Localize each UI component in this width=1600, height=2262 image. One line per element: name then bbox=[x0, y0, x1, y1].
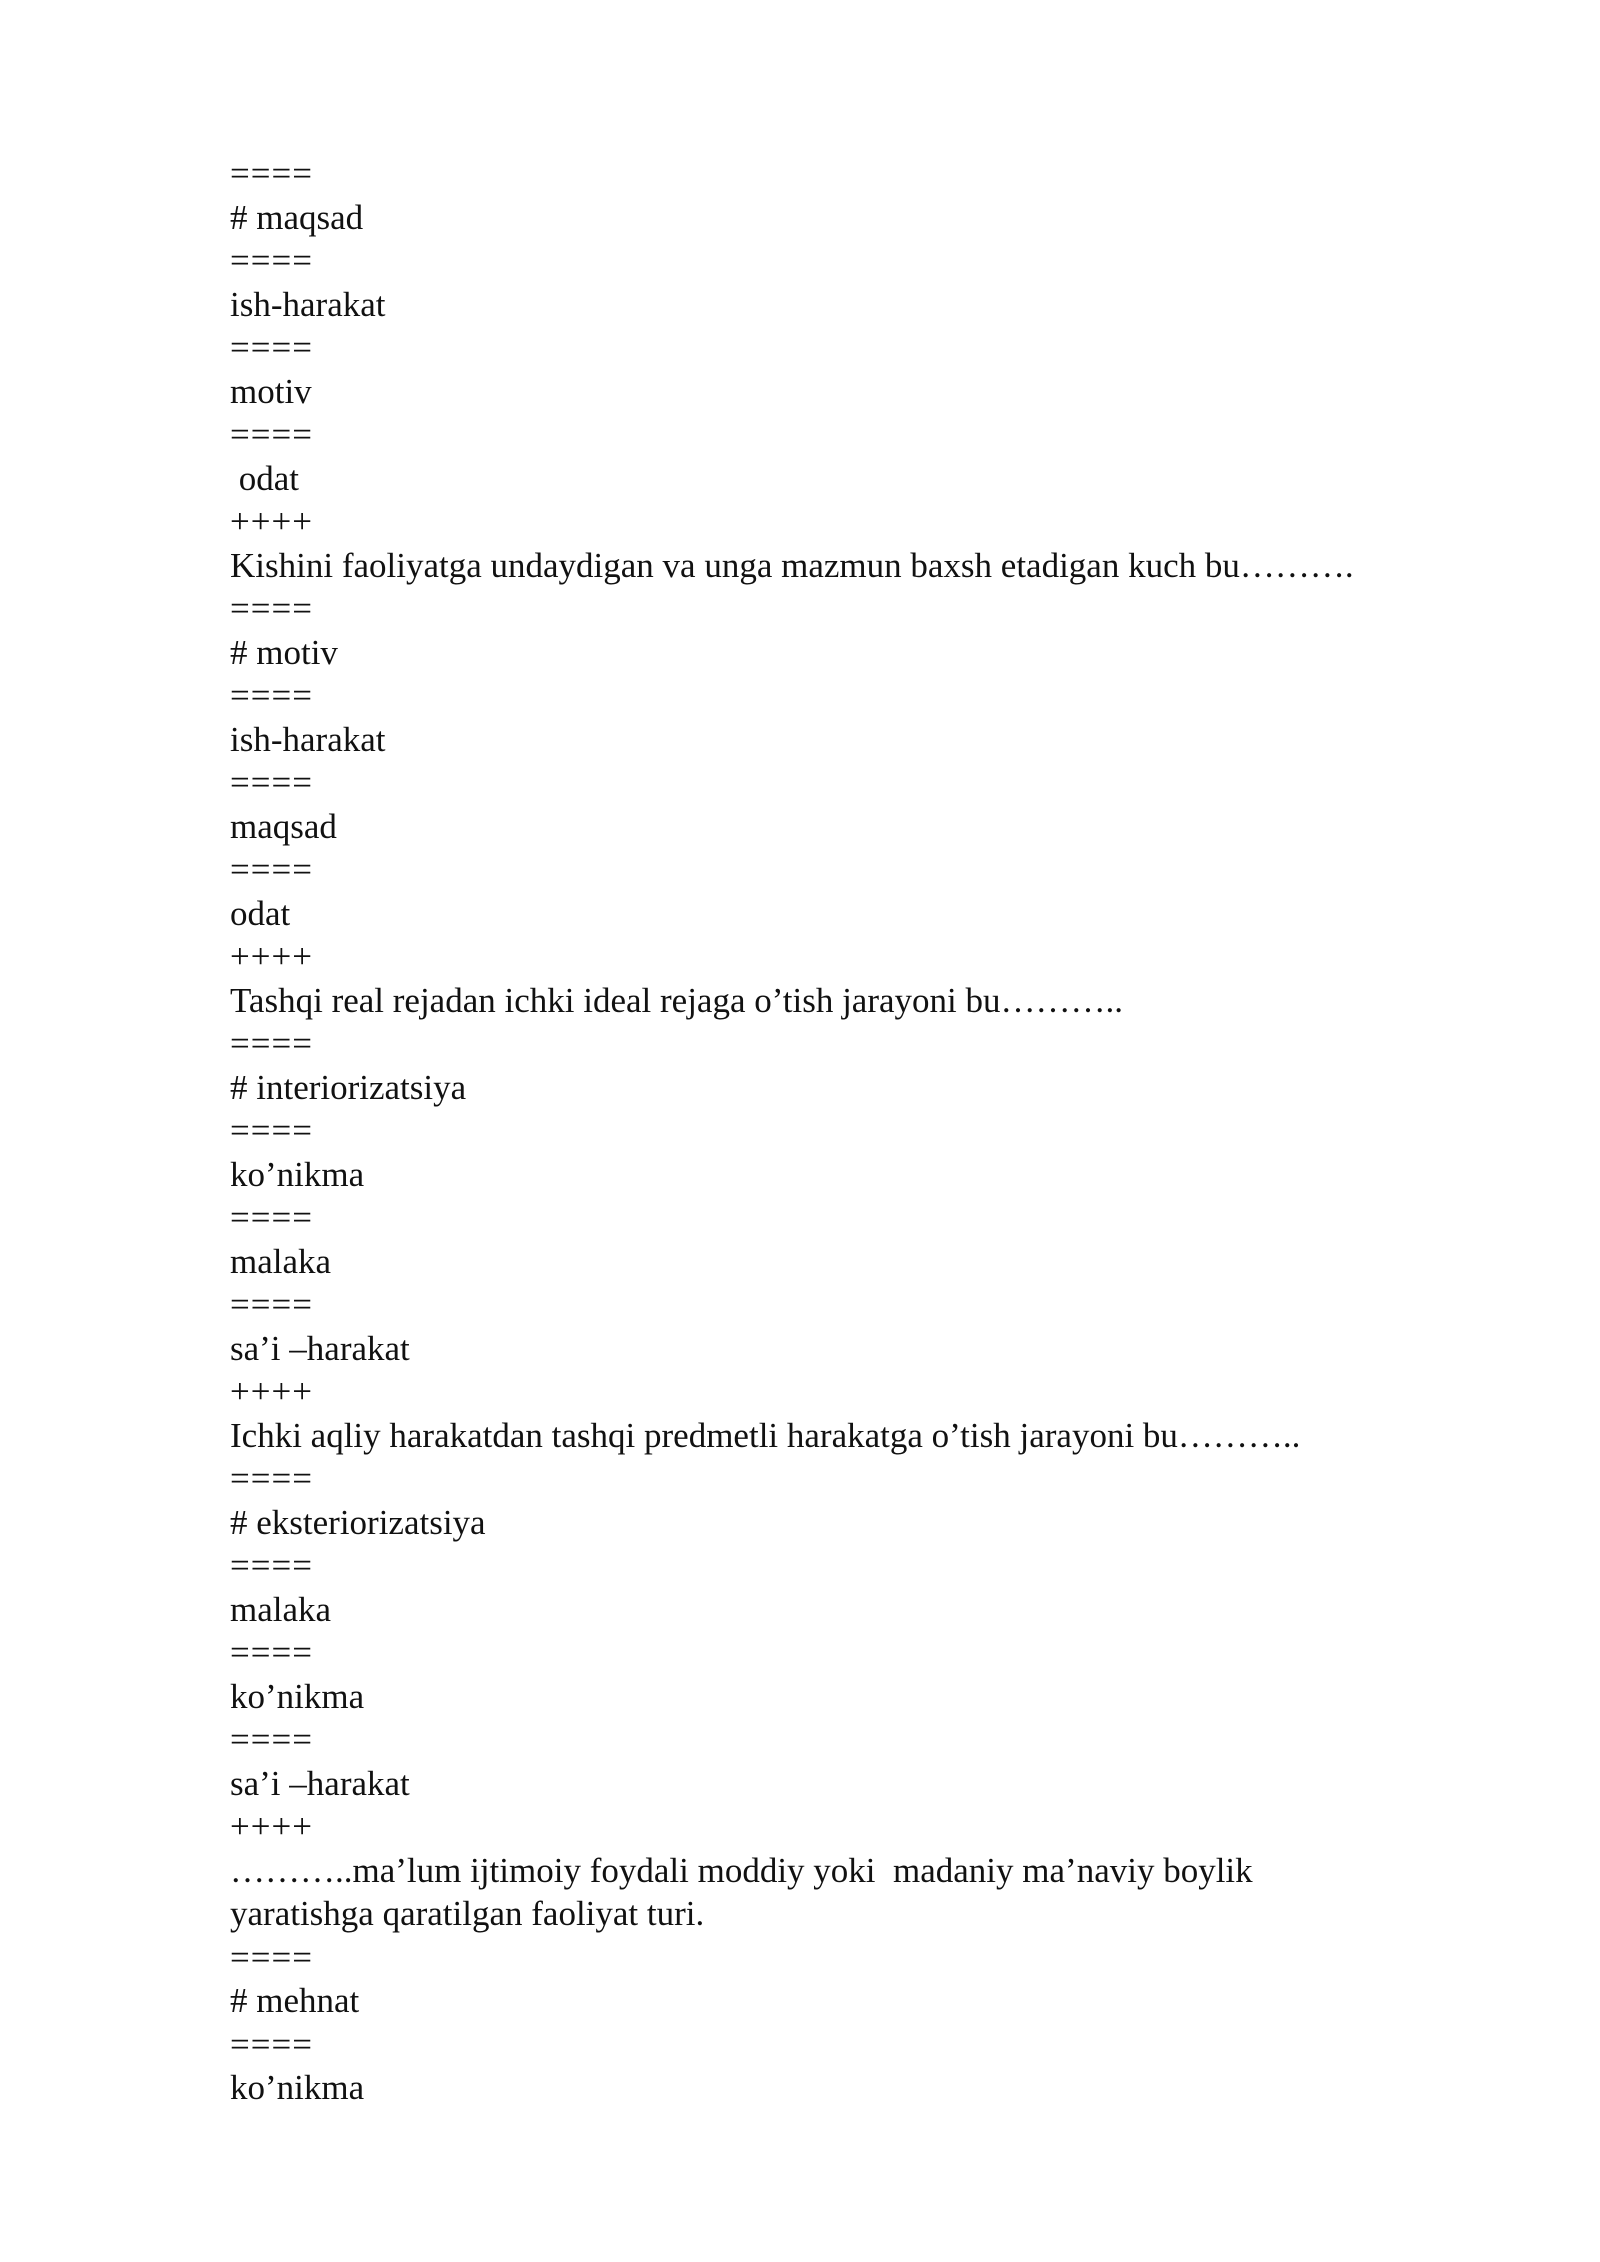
separator-line: ==== bbox=[230, 850, 313, 889]
separator-line: ==== bbox=[230, 589, 313, 628]
separator-line: ==== bbox=[230, 328, 313, 367]
answer-option-line: ko’nikma bbox=[230, 1154, 365, 1194]
separator-line: ==== bbox=[230, 1198, 313, 1237]
answer-option-line: maqsad bbox=[230, 806, 337, 846]
correct-answer-line: # motiv bbox=[230, 632, 338, 672]
answer-option-line: ish-harakat bbox=[230, 719, 386, 759]
separator-line: ==== bbox=[230, 1937, 313, 1977]
separator-line: ==== bbox=[230, 1459, 313, 1498]
separator-line: ==== bbox=[230, 1633, 313, 1672]
answer-option-line: ko’nikma bbox=[230, 2068, 365, 2107]
separator-line: ==== bbox=[230, 415, 313, 454]
answer-option-line: ish-harakat bbox=[230, 284, 386, 324]
separator-line: ==== bbox=[230, 1285, 313, 1324]
question-separator-line: ++++ bbox=[230, 1807, 313, 1846]
question-line: Ichki aqliy harakatdan tashqi predmetli harakatga o’tish jarayoni bu……….. bbox=[230, 1415, 1301, 1455]
separator-line: ==== bbox=[230, 241, 313, 280]
answer-option-line: odat bbox=[230, 893, 291, 933]
correct-answer-line: # eksteriorizatsiya bbox=[230, 1502, 486, 1542]
separator-line: ==== bbox=[230, 763, 313, 802]
question-line: Kishini faoliyatga undaydigan va unga mazmun baxsh etadigan kuch bu………. bbox=[230, 545, 1354, 585]
question-separator-line: ++++ bbox=[230, 502, 313, 541]
correct-answer-line: # interiorizatsiya bbox=[230, 1067, 467, 1107]
separator-line: ==== bbox=[230, 1546, 313, 1585]
question-line-continued: yaratishga qaratilgan faoliyat turi. bbox=[230, 1894, 705, 1933]
answer-option-line: sa’i –harakat bbox=[230, 1763, 410, 1803]
question-separator-line: ++++ bbox=[230, 937, 313, 976]
question-line: ………..ma’lum ijtimoiy foydali moddiy yoki madaniy ma’naviy boylik bbox=[230, 1850, 1253, 1890]
document-body bbox=[230, 152, 1470, 2110]
answer-option-line: malaka bbox=[230, 1589, 332, 1629]
separator-line: ==== bbox=[230, 676, 313, 715]
separator-line: ==== bbox=[230, 1111, 313, 1150]
separator-line: ==== bbox=[230, 1720, 313, 1759]
question-line: Tashqi real rejadan ichki ideal rejaga o’tish jarayoni bu……….. bbox=[230, 980, 1123, 1020]
correct-answer-line: # mehnat bbox=[230, 1981, 360, 2020]
separator-line: ==== bbox=[230, 1024, 313, 1063]
separator-line: ==== bbox=[230, 154, 313, 193]
correct-answer-line: # maqsad bbox=[230, 197, 364, 237]
answer-option-line: sa’i –harakat bbox=[230, 1328, 410, 1368]
question-separator-line: ++++ bbox=[230, 1372, 313, 1411]
answer-option-line: odat bbox=[230, 458, 300, 498]
answer-option-line: malaka bbox=[230, 1241, 332, 1281]
separator-line: ==== bbox=[230, 2024, 313, 2064]
answer-option-line: ko’nikma bbox=[230, 1676, 365, 1716]
answer-option-line: motiv bbox=[230, 371, 312, 411]
